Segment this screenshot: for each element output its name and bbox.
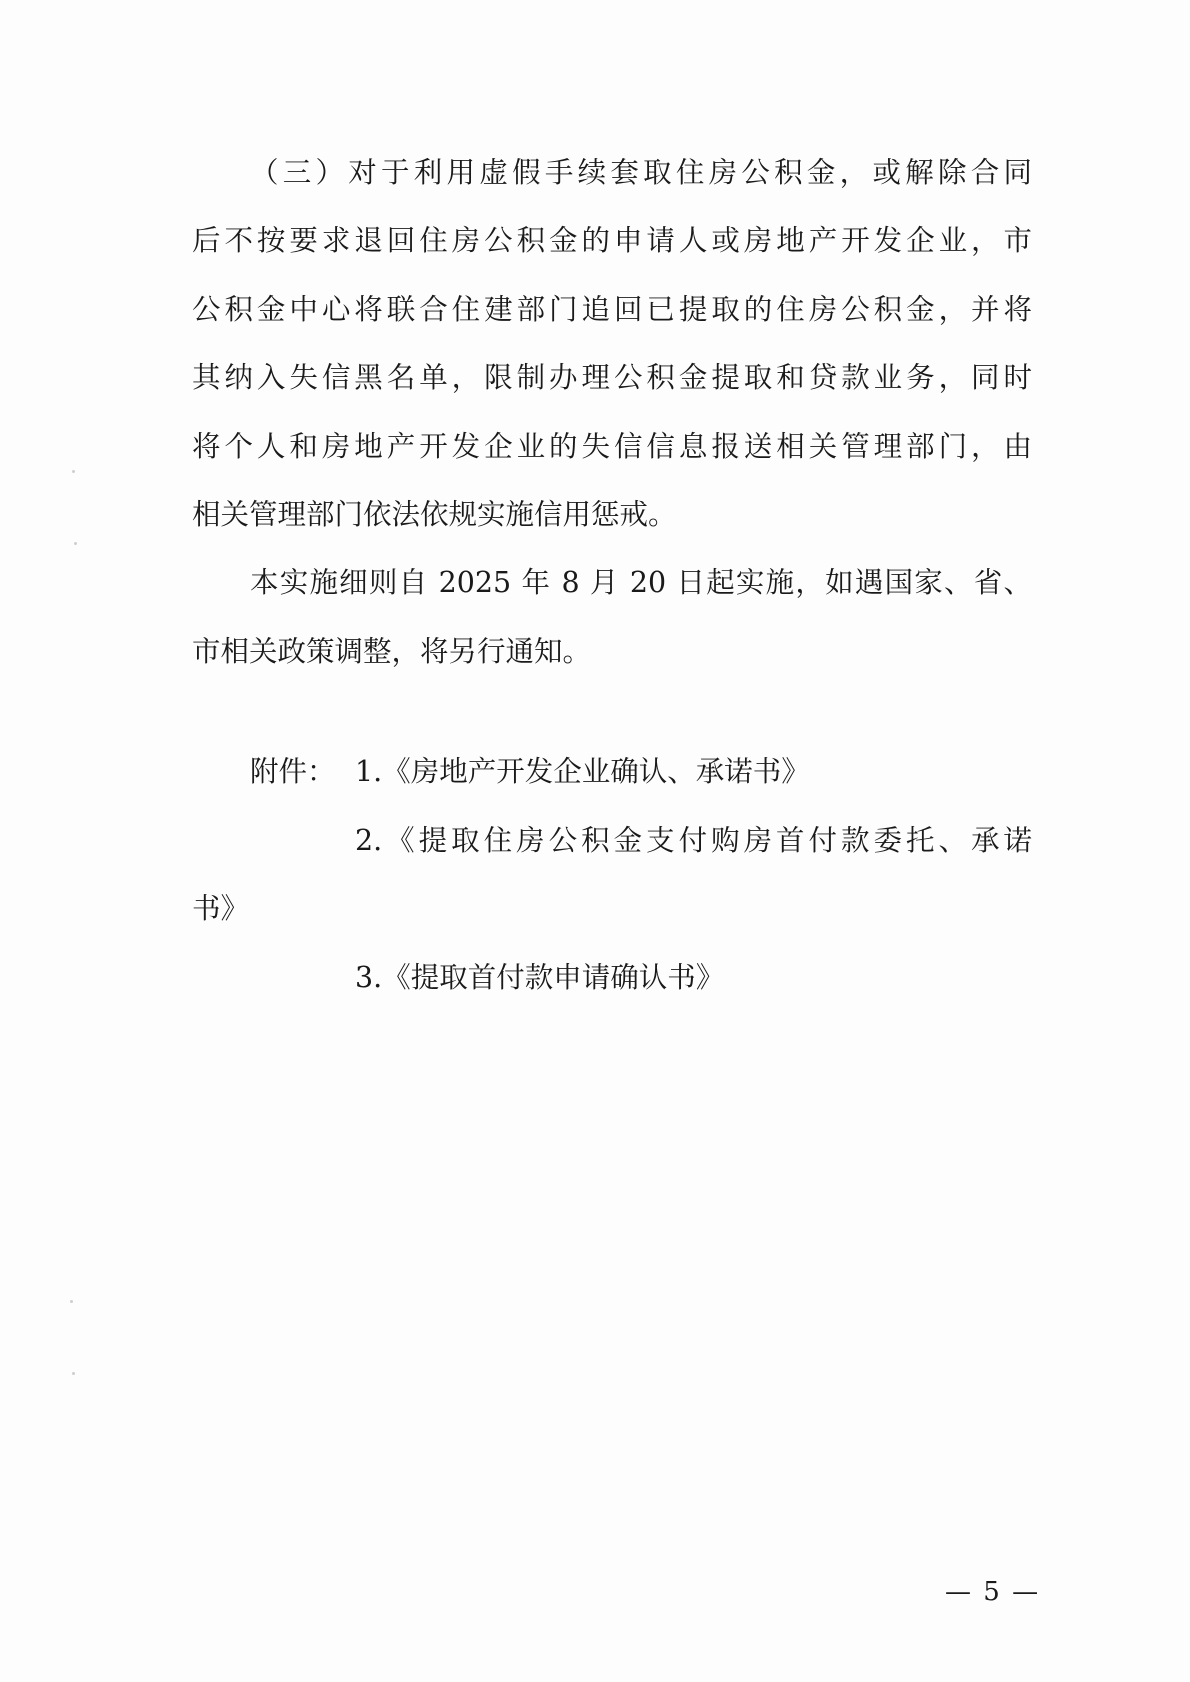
scan-speck: [72, 470, 75, 473]
paragraph-3-line-4: 其纳入失信黑名单，限制办理公积金提取和贷款业务，同时: [192, 361, 1032, 394]
attachment-item-2-line-1: 2.《提取住房公积金支付购房首付款委托、承诺: [355, 824, 1032, 857]
scan-speck: [72, 1372, 75, 1375]
paragraph-3-line-1: （三）对于利用虚假手续套取住房公积金，或解除合同: [250, 156, 1032, 189]
paragraph-3-line-5: 将个人和房地产开发企业的失信信息报送相关管理部门，由: [192, 430, 1032, 463]
attachments-label: 附件：: [250, 755, 336, 788]
paragraph-3-line-3: 公积金中心将联合住建部门追回已提取的住房公积金，并将: [192, 293, 1032, 326]
paragraph-3-line-6: 相关管理部门依法依规实施信用惩戒。: [192, 498, 677, 531]
paragraph-3-line-2: 后不按要求退回住房公积金的申请人或房地产开发企业，市: [192, 224, 1032, 257]
attachment-item-3: 3.《提取首付款申请确认书》: [355, 961, 725, 994]
scan-speck: [74, 542, 77, 545]
effective-clause-line-2: 市相关政策调整，将另行通知。: [192, 635, 592, 668]
page-number: — 5 —: [945, 1577, 1041, 1607]
effective-clause-line-1: 本实施细则自 2025 年 8 月 20 日起实施，如遇国家、省、: [250, 566, 1032, 599]
attachment-item-1: 1.《房地产开发企业确认、承诺书》: [355, 755, 810, 788]
scan-speck: [70, 1300, 73, 1303]
attachment-item-2-line-2: 书》: [192, 892, 250, 925]
